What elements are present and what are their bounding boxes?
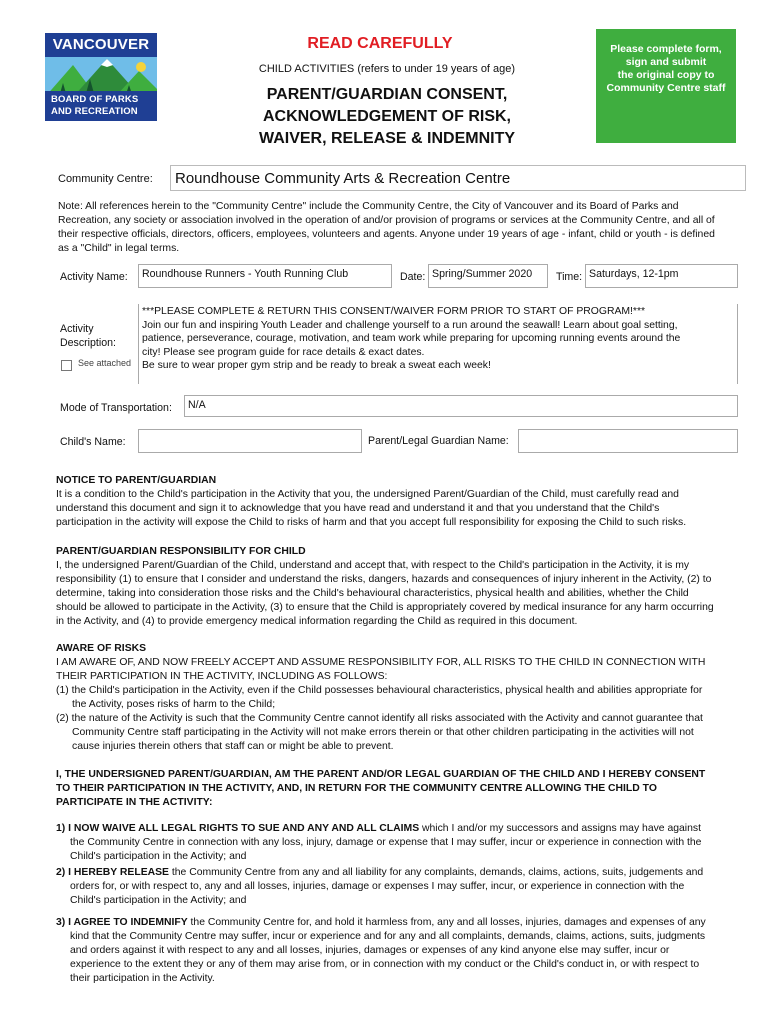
submission-notice-box [596,29,736,143]
date-field[interactable]: Spring/Summer 2020 [428,264,548,288]
description-line-4: city! Please see program guide for race details & exact dates. [142,346,425,358]
consent-item-2 [56,866,716,908]
guardian-name-field[interactable] [518,429,738,453]
activity-description-field[interactable] [138,304,738,384]
item-3-text: the Community Centre for, and hold it harmless from, any and all losses, injuries, damages and expenses of any kind that the Community Centre may suffer, incur or experience and for any and all complaints, demands, claims, actions, suits, judgments and orders against it with respect to any and all losses, injuries, damages or expenses of any kind anyone else may suffer, incur or experience to the extent they or any of them may arise from, or in connection with my conduct or the Child's conduct in, or with respect to their participation in the Activity. [70,917,706,984]
logo-line-1: BOARD OF PARKS [51,94,139,105]
logo-bottom-text [45,91,157,121]
notice-to-parent-heading: NOTICE TO PARENT/GUARDIAN [56,475,217,486]
see-attached-label: See attached [78,358,132,368]
time-field[interactable]: Saturdays, 12-1pm [585,264,738,288]
notice-line-4: Community Centre staff [606,82,726,94]
item-3-number: 3) [56,917,66,928]
community-centre-label: Community Centre: [58,173,153,185]
date-label: Date: [400,271,426,283]
child-name-field[interactable] [138,429,362,453]
activity-description-label-2: Description: [60,337,116,349]
logo-line-2: AND RECREATION [51,106,138,117]
aware-of-risks-heading: AWARE OF RISKS [56,643,147,654]
read-carefully-heading: READ CAREFULLY [307,35,453,52]
vancouver-parks-logo [45,33,157,121]
notice-line-1: Please complete form, [610,43,722,55]
responsibility-section [56,545,716,629]
consent-heading: I, THE UNDERSIGNED PARENT/GUARDIAN, AM THE PARENT AND/OR LEGAL GUARDIAN OF THE CHILD AND I HEREBY CONSENT TO THEIR PARTICIPATION IN THE ACTIVITY, AND, IN RETURN FOR THE COMMUNITY CENTRE ALLOWING THE CHILD TO PARTICIPATE IN THE ACTIVITY: [56,769,706,808]
description-line-3: patience, perseverance, courage, motivation, and team work while preparing for upcoming running events around the [142,333,681,344]
transportation-label: Mode of Transportation: [60,402,172,414]
aware-item-2: (2) the nature of the Activity is such that the Community Centre cannot identify all risks associated with the Activity and cannot guarantee that Community Centre staff participating in the Activity will not make errors therein or that other children participating in the activities will not cause injuries therein others that staff can or might be able to prevent. [56,713,703,752]
legal-note: Note: All references herein to the "Community Centre" include the Community Centre, the City of Vancouver and its Board of Parks and Recreation, any society or association involved in the operation of and/or provision of programs or services at the Community Centre, and all of their respective officials, directors, officers, employees, volunteers and agents. Anyone under 19 years of age - infant, child or youth - is defined as a "Child" in legal terms. [58,201,715,254]
item-1-bold-text: I NOW WAIVE ALL LEGAL RIGHTS TO SUE AND ANY AND ALL CLAIMS [68,823,420,834]
description-line-2: Join our fun and inspiring Youth Leader and challenge yourself to a run around the seawall! Learn about goal setting, [142,319,678,331]
form-title [212,84,562,150]
aware-of-risks-section [56,642,716,754]
guardian-name-label: Parent/Legal Guardian Name: [368,435,509,447]
activity-description-label-1: Activity [60,323,94,335]
consent-item-3 [56,916,716,986]
community-centre-field[interactable]: Roundhouse Community Arts & Recreation Centre [170,165,746,191]
responsibility-heading: PARENT/GUARDIAN RESPONSIBILITY FOR CHILD [56,546,306,557]
title-line-1: PARENT/GUARDIAN CONSENT, [266,86,508,103]
description-line-1: ***PLEASE COMPLETE & RETURN THIS CONSENT/WAIVER FORM PRIOR TO START OF PROGRAM!*** [142,306,646,317]
consent-item-1 [56,822,716,864]
title-line-3: WAIVER, RELEASE & INDEMNITY [258,130,516,147]
notice-line-3: the original copy to [617,69,715,81]
item-1-text: which I and/or my successors and assigns may have against the Community Centre in connection with any loss, injury, damage or expense that I may suffer, incur or experience in connection with the Child's participation in the Activity; and [70,823,702,862]
activity-name-label: Activity Name: [60,271,128,283]
description-line-5: Be sure to wear proper gym strip and be ready to break a sweat each week! [142,360,491,371]
notice-to-parent-text: It is a condition to the Child's participation in the Activity that you, the undersigned Parent/Guardian of the Child, must carefully read and understand this document and sign it to acknowledge that you have read and understand it and that you understand that the Child's participation in the activity will expose the Child to risks of harm and that you accept full responsibility for exposing the Child to such risks. [56,489,687,528]
item-2-number: 2) [56,867,66,878]
child-activities-subtitle: CHILD ACTIVITIES (refers to under 19 years of age) [258,63,516,75]
time-label: Time: [556,271,583,283]
transportation-field[interactable]: N/A [184,395,738,417]
aware-of-risks-intro: I AM AWARE OF, AND NOW FREELY ACCEPT AND ASSUME RESPONSIBILITY FOR, ALL RISKS TO THE CHILD IN CONNECTION WITH THEIR PARTICIPATION IN THE ACTIVITY, INCLUDING AS FOLLOWS: [56,657,706,682]
logo-top-text: VANCOUVER [45,33,157,57]
item-1-number: 1) [56,823,66,834]
title-line-2: ACKNOWLEDGEMENT OF RISK, [263,108,511,125]
notice-to-parent-section [56,474,716,530]
notice-line-2: sign and submit [625,56,707,68]
responsibility-text: I, the undersigned Parent/Guardian of the Child, understand and accept that, with respect to the Child's participation in the Activity, it is my responsibility (1) to ensure that I consider and understand the risks, dangers, hazards and consequences of injury inherent in the Activity, (2) to determine, taking into consideration those risks and the Child's behavioural characteristics, physical health and abilities, whether the Child should be allowed to participate in the Activity, (3) to ensure that the Child is appropriately covered by medical insurance for any harm occurring in the Activity, and (4) to provide emergency medical information regarding the Child as required in this document. [56,560,714,627]
see-attached-checkbox[interactable] [61,360,72,371]
child-name-label: Child's Name: [60,436,126,448]
community-centre-row [56,165,746,193]
activity-name-field[interactable]: Roundhouse Runners - Youth Running Club [138,264,392,288]
item-2-text: the Community Centre from any and all liability for any complaints, demands, claims, actions, suits, judgements and orders for, or with respect to, any and all losses, injuries, damage or expenses I may suffer, incur, or experience in connection with the Child's participation in the Activity; and [70,867,704,906]
aware-item-1: (1) the Child's participation in the Activity, even if the Child possesses behavioural characteristics, physical health and abilities appropriate for the Activity, poses risks of harm to the Child; [56,685,703,710]
item-3-bold-text: I AGREE TO INDEMNIFY [68,917,188,928]
item-2-bold-text: I HEREBY RELEASE [68,867,169,878]
